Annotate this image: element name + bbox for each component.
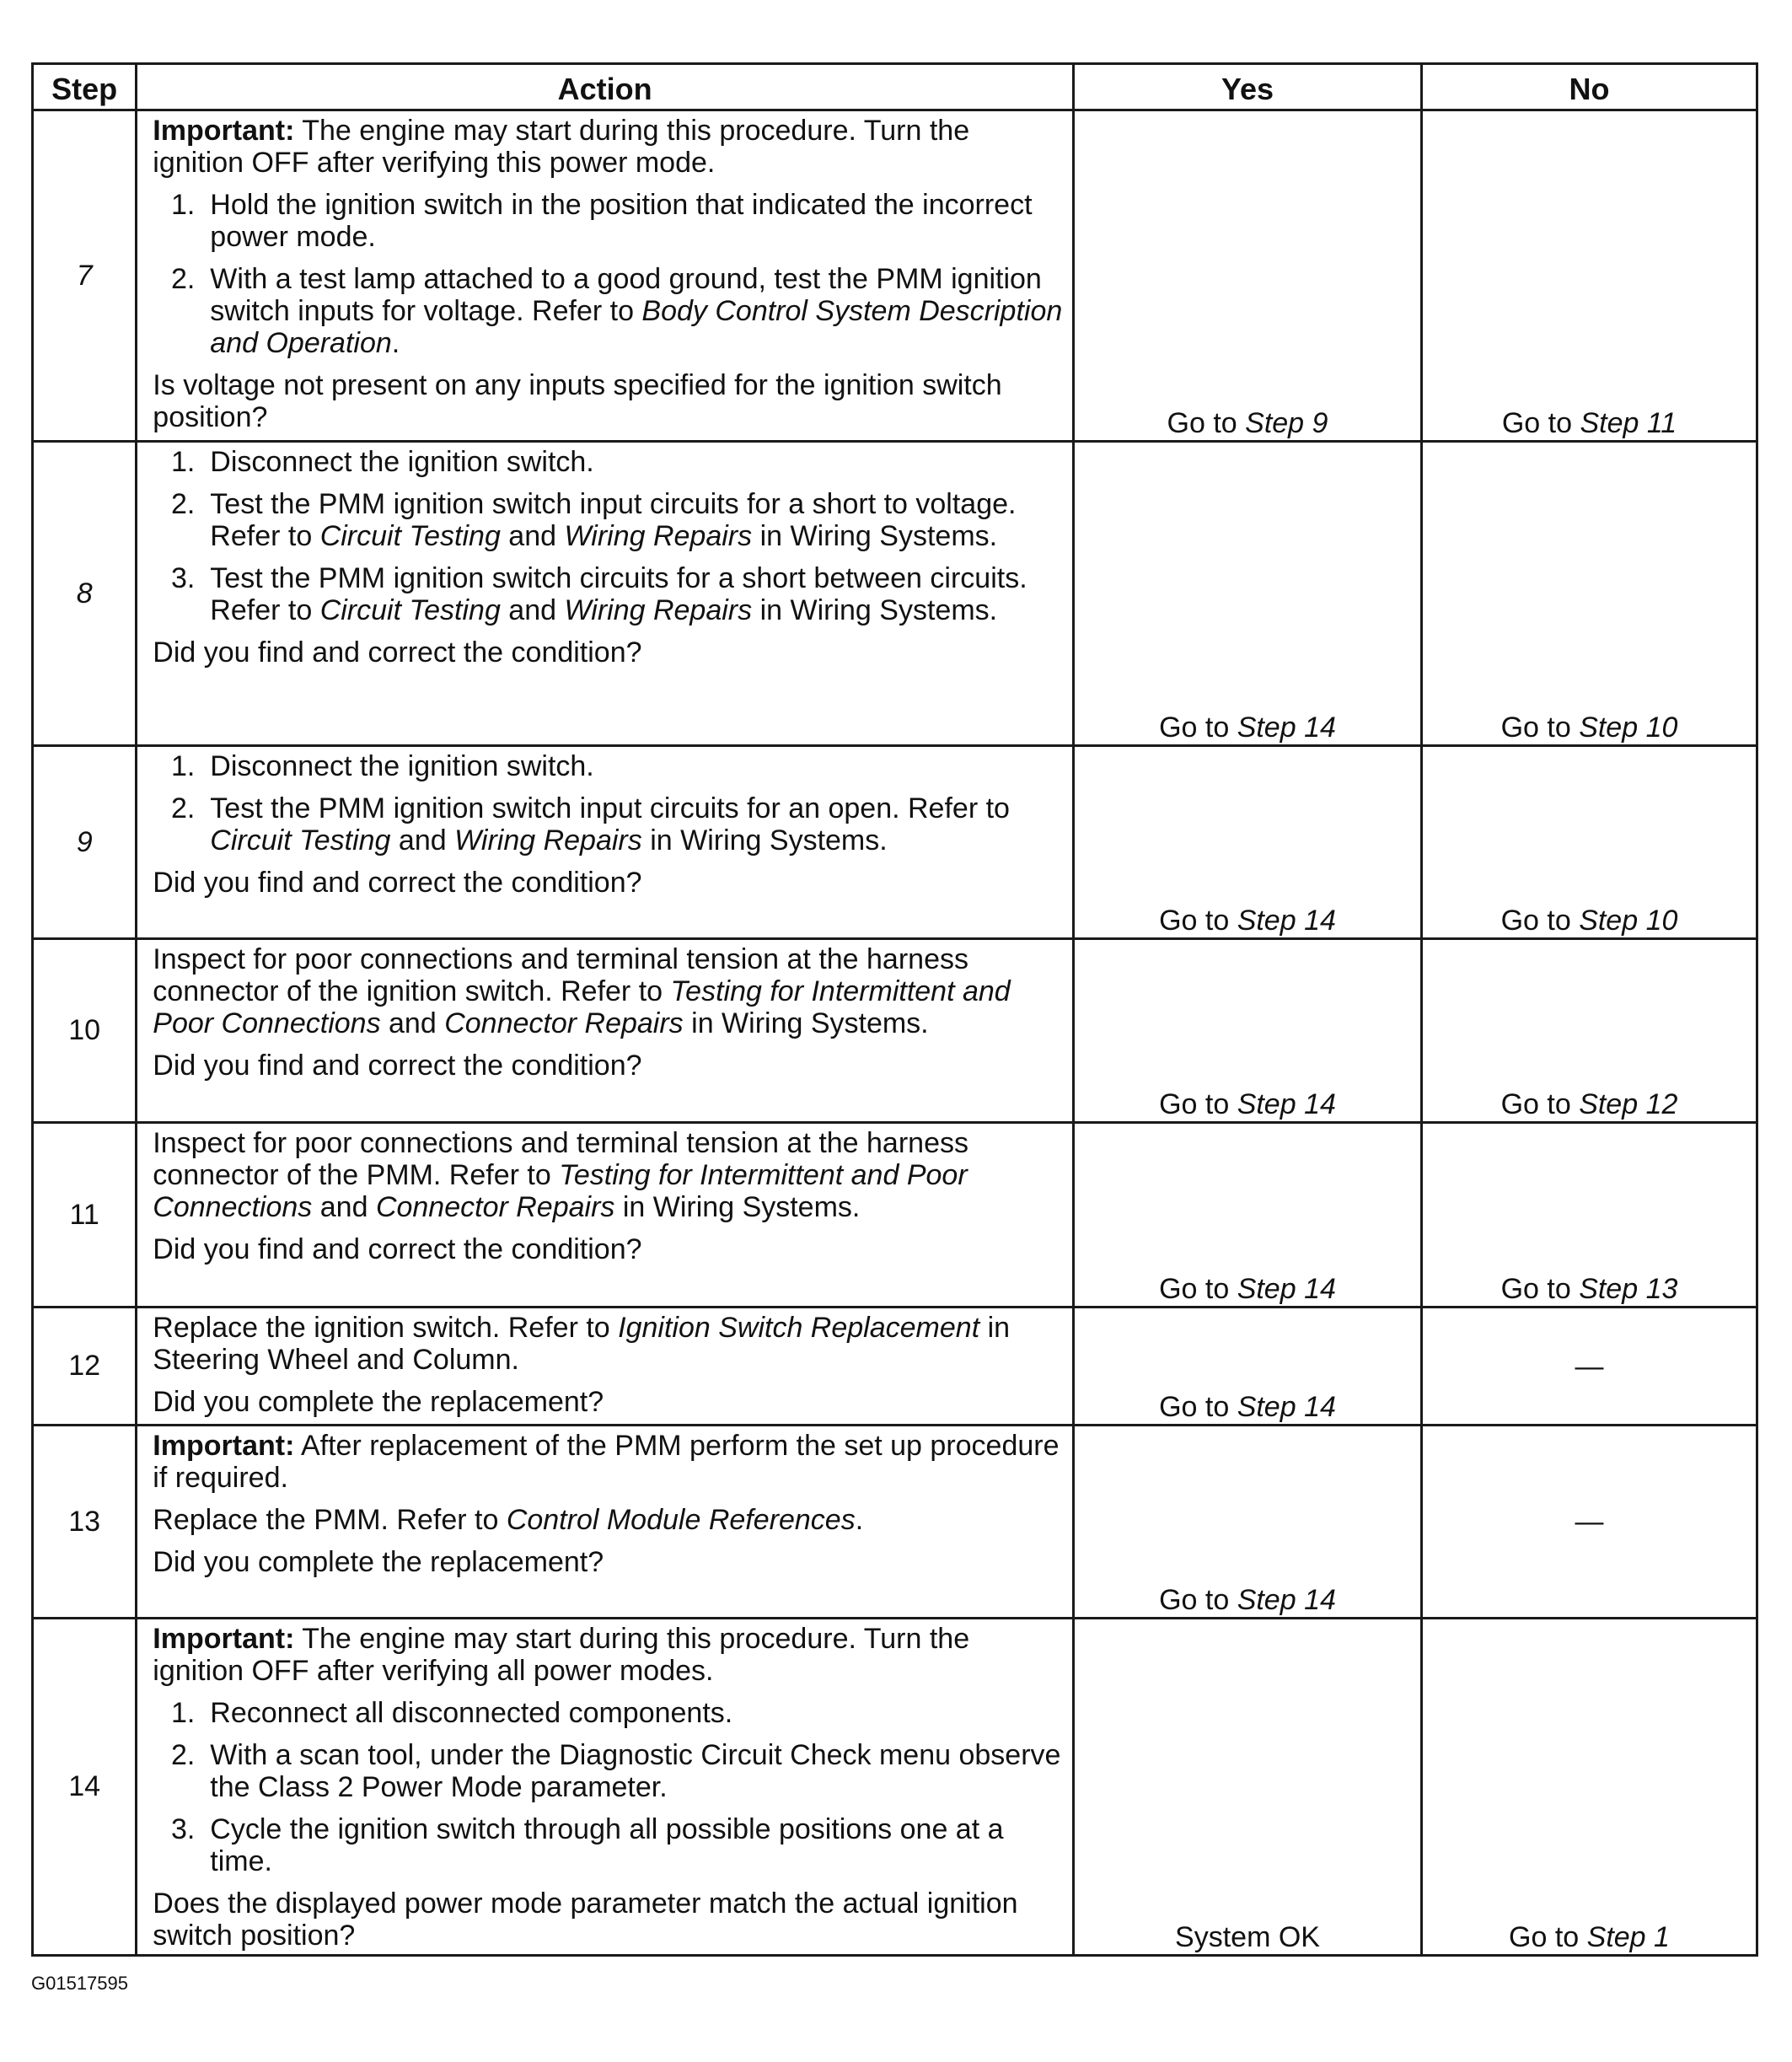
yes-cell: Go to Step 14 [1074, 1308, 1422, 1426]
no-cell: Go to Step 10 [1422, 746, 1757, 939]
yes-cell: Go to Step 14 [1074, 1123, 1422, 1308]
yes-cell: Go to Step 9 [1074, 110, 1422, 442]
important-note: Important: The engine may start during this procedure. Turn the ignition OFF after verifying this power mode. [153, 115, 970, 179]
yes-cell: Go to Step 14 [1074, 746, 1422, 939]
table-row [33, 939, 1757, 1123]
step-number: 7 [33, 110, 137, 442]
figure-id: G01517595 [31, 1973, 128, 1994]
no-cell: Go to Step 1 [1422, 1619, 1757, 1956]
table-row [33, 1619, 1757, 1956]
list-item: 3. Cycle the ignition switch through all possible positions one at a time. [170, 1813, 1004, 1877]
step-number: 14 [33, 1619, 137, 1956]
instruction-text: Inspect for poor connections and terminal tension at the harness connector of the ignition switch. Refer to Testing for Intermittent and Poor Connections and Connector Repairs in Wiring Systems. [153, 943, 1011, 1039]
action-cell [137, 1308, 1074, 1426]
step-number: 9 [33, 746, 137, 939]
no-step-link: Step 10 [1579, 905, 1678, 937]
list-item: 1. Hold the ignition switch in the position that indicated the incorrect power mode. [170, 189, 1033, 253]
table-row [33, 110, 1757, 442]
header-row [33, 64, 1757, 110]
step-number: 11 [33, 1123, 137, 1308]
list-item: 3. Test the PMM ignition switch circuits for a short between circuits. Refer to Circuit Testing and Wiring Repairs in Wiring Systems. [170, 562, 1027, 626]
yes-step-link: Step 9 [1245, 407, 1328, 439]
no-step-link: Step 10 [1579, 711, 1678, 744]
header-no: No [1422, 64, 1757, 110]
yes-step-link: Step 14 [1237, 1391, 1336, 1423]
question: Does the displayed power mode parameter match the actual ignition switch position? [153, 1887, 1018, 1952]
question: Did you find and correct the condition? [153, 867, 642, 899]
yes-step-link: Step 14 [1237, 711, 1336, 744]
diagnostic-table [31, 62, 1758, 1957]
question: Did you find and correct the condition? [153, 636, 642, 669]
no-step-link: Step 11 [1580, 407, 1677, 439]
no-step-link: Step 12 [1579, 1088, 1678, 1120]
instruction-text: Replace the PMM. Refer to Control Module References. [153, 1504, 864, 1536]
header-yes: Yes [1074, 64, 1422, 110]
yes-step-link: Step 14 [1237, 905, 1336, 937]
header-action: Action [137, 64, 1074, 110]
no-step-link: Step 13 [1579, 1273, 1678, 1305]
no-cell: Go to Step 10 [1422, 442, 1757, 746]
header-step: Step [33, 64, 137, 110]
yes-step-link: Step 14 [1237, 1273, 1336, 1305]
question: Did you find and correct the condition? [153, 1050, 642, 1082]
no-step-link: Step 1 [1586, 1921, 1670, 1953]
list-item: 1. Disconnect the ignition switch. [170, 750, 594, 782]
yes-cell: System OK [1074, 1619, 1422, 1956]
table-row [33, 442, 1757, 746]
list-item: 2. With a scan tool, under the Diagnostic Circuit Check menu observe the Class 2 Power Mode parameter. [170, 1739, 1061, 1803]
no-cell: — [1422, 1308, 1757, 1426]
yes-cell: Go to Step 14 [1074, 442, 1422, 746]
step-number: 8 [33, 442, 137, 746]
instruction-text: Inspect for poor connections and terminal tension at the harness connector of the PMM. Refer to Testing for Intermittent and Poor Connections and Connector Repairs in Wiring Systems. [153, 1127, 968, 1223]
reference-link: Body Control System Description and Operation [210, 295, 1063, 359]
action-cell [137, 1619, 1074, 1956]
action-cell [137, 1426, 1074, 1619]
action-cell [137, 110, 1074, 442]
no-cell: Go to Step 13 [1422, 1123, 1757, 1308]
action-cell [137, 939, 1074, 1123]
question: Is voltage not present on any inputs specified for the ignition switch position? [153, 369, 1002, 433]
no-cell: — [1422, 1426, 1757, 1619]
question: Did you find and correct the condition? [153, 1233, 642, 1265]
list-item: 1. Disconnect the ignition switch. [170, 446, 594, 478]
step-number: 10 [33, 939, 137, 1123]
action-cell [137, 1123, 1074, 1308]
step-number: 12 [33, 1308, 137, 1426]
action-cell [137, 746, 1074, 939]
table-row [33, 746, 1757, 939]
question: Did you complete the replacement? [153, 1546, 604, 1578]
step-number: 13 [33, 1426, 137, 1619]
yes-step-link: Step 14 [1237, 1088, 1336, 1120]
important-note: Important: After replacement of the PMM perform the set up procedure if required. [153, 1430, 1060, 1494]
list-item: 2. Test the PMM ignition switch input circuits for a short to voltage. Refer to Circuit Testing and Wiring Repairs in Wiring Systems. [170, 488, 1017, 552]
table-row [33, 1426, 1757, 1619]
list-item: 1. Reconnect all disconnected components. [170, 1697, 733, 1729]
no-cell: Go to Step 11 [1422, 110, 1757, 442]
instruction-text: Replace the ignition switch. Refer to Ignition Switch Replacement in Steering Wheel and Column. [153, 1312, 1011, 1376]
question: Did you complete the replacement? [153, 1386, 604, 1418]
table-row [33, 1308, 1757, 1426]
list-item: 2. Test the PMM ignition switch input circuits for an open. Refer to Circuit Testing and Wiring Repairs in Wiring Systems. [170, 792, 1010, 856]
action-cell [137, 442, 1074, 746]
no-cell: Go to Step 12 [1422, 939, 1757, 1123]
important-note: Important: The engine may start during this procedure. Turn the ignition OFF after verifying all power modes. [153, 1623, 970, 1687]
table-row [33, 1123, 1757, 1308]
list-item: 2. With a test lamp attached to a good ground, test the PMM ignition switch inputs for voltage. Refer to Body Control System Description and Operation. [170, 263, 1063, 359]
yes-cell: Go to Step 14 [1074, 1426, 1422, 1619]
yes-cell: Go to Step 14 [1074, 939, 1422, 1123]
yes-step-link: Step 14 [1237, 1584, 1336, 1616]
